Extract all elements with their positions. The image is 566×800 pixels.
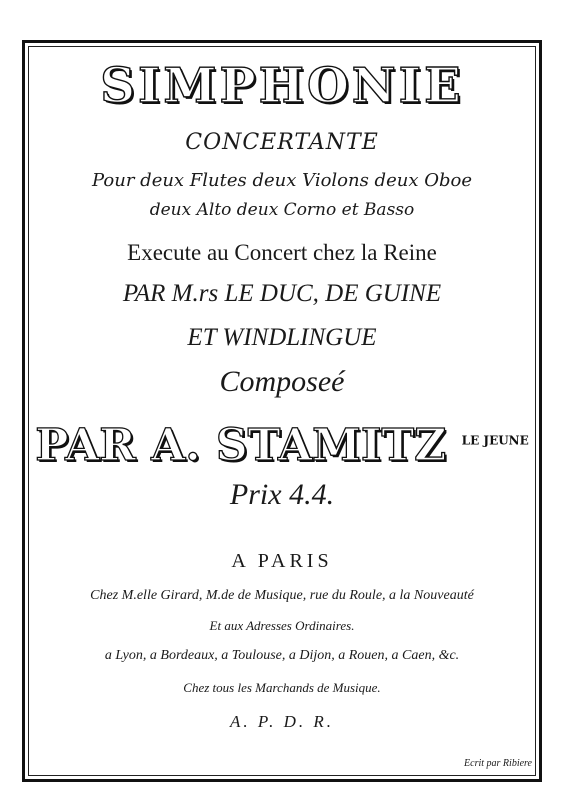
price: Prix 4.4. (229, 478, 335, 511)
address-line-4: Chez tous les Marchands de Musique. (183, 680, 381, 695)
composed-label: Composeé (219, 365, 345, 398)
inner-border (28, 46, 536, 776)
publisher-city: A PARIS (231, 550, 333, 572)
composer-suffix: LE JEUNE (461, 433, 529, 448)
instrumentation-line-1: Pour deux Flutes deux Violons deux Oboe (92, 170, 472, 191)
instrumentation-line-2: deux Alto deux Corno et Basso (149, 200, 415, 220)
engraver-credit: Ecrit par Ribiere (464, 758, 532, 769)
performance-note: Execute au Concert chez la Reine (127, 240, 437, 265)
patrons-line-2: ET WINDLINGUE (187, 324, 377, 351)
patrons-line-1: PAR M.rs LE DUC, DE GUINE (122, 280, 442, 307)
composer-text: PAR A. STAMITZ (35, 420, 447, 471)
address-line-2: Et aux Adresses Ordinaires. (209, 618, 355, 633)
subtitle: CONCERTANTE (185, 130, 379, 155)
address-line-1: Chez M.elle Girard, M.de de Musique, rue du Roule, a la Nouveauté (90, 588, 474, 603)
page-title: SIMPHONIE (100, 58, 464, 114)
address-line-3: a Lyon, a Bordeaux, a Toulouse, a Dijon, a Rouen, a Caen, &c. (104, 648, 460, 663)
composer-name (28, 420, 536, 471)
privilege-mark: A. P. D. R. (230, 712, 334, 731)
